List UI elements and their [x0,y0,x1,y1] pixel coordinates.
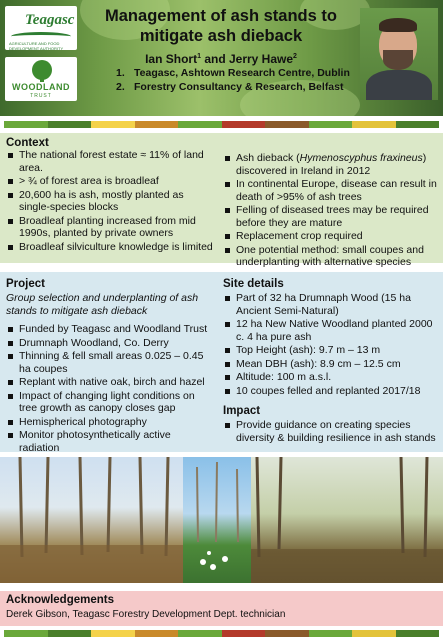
context-list-right [223,152,439,269]
list-item: Replant with native oak, birch and hazel [6,376,210,389]
photo-strip [0,457,443,583]
list-item: One potential method: small coupes and underplanting with alternative species [223,244,439,269]
acknowledgements-heading: Acknowledgements [6,594,114,606]
list-item: Provide guidance on creating species diversity & building resilience in ash stands [223,419,437,444]
list-item: Hemispherical photography [6,416,210,429]
project-list [6,323,210,454]
list-item: Drumnaph Woodland, Co. Derry [6,337,210,350]
list-item: Funded by Teagasc and Woodland Trust [6,323,210,336]
project-section [0,272,443,452]
acknowledgements-section [0,591,443,626]
list-item: Top Height (ash): 9.7 m – 13 m [223,344,437,357]
site-list [223,292,437,397]
impact-heading: Impact [223,405,261,417]
stripe-segment [48,121,92,128]
acknowledgements-text: Derek Gibson, Teagasc Forestry Development Dept. technician [6,609,286,620]
list-item: In continental Europe, disease can result in death of >95% of ash trees [223,178,439,203]
list-item: > ¾ of forest area is broadleaf [6,175,216,188]
list-item: Impact of changing light conditions on tree growth as canopy closes gap [6,390,210,415]
stripe-segment [222,630,266,637]
stripe-segment [396,121,440,128]
list-item: Mean DBH (ash): 8.9 cm – 12.5 cm [223,358,437,371]
list-item: Broadleaf silviculture knowledge is limited [6,241,216,254]
stripe-segment [265,630,309,637]
woodland-trust-logo: WOODLAND TRUST [5,57,77,101]
context-heading: Context [6,137,49,149]
title-block [90,6,352,94]
stripe-segment [48,630,92,637]
list-item: Monitor photosynthetically active radiation [6,429,210,454]
stripe-segment [4,630,48,637]
list-item: Thinning & fell small areas 0.025 – 0.45 ha coupes [6,350,210,375]
list-item: Felling of diseased trees may be required before they are mature [223,204,439,229]
list-item: Part of 32 ha Drumnaph Wood (15 ha Ancient Semi-Natural) [223,292,437,317]
list-item: Replacement crop required [223,230,439,243]
list-item: 10 coupes felled and replanted 2017/18 [223,385,437,398]
stripe-segment [135,121,179,128]
impact-list [223,419,437,444]
context-section [0,133,443,268]
project-heading: Project [6,278,45,290]
stripe-segment [265,121,309,128]
poster-title-line1: Management of ash stands to [105,7,337,25]
color-stripe-top [4,121,439,128]
project-subtitle: Group selection and underplanting of ash stands to mitigate ash dieback [6,292,199,317]
woodland-photo-2 [183,457,251,583]
stripe-segment [352,121,396,128]
stripe-segment [222,121,266,128]
stripe-segment [309,630,353,637]
stripe-segment [352,630,396,637]
list-item: Altitude: 100 m a.s.l. [223,371,437,384]
list-item: 20,600 ha is ash, mostly planted as single-species blocks [6,189,216,214]
stripe-segment [91,630,135,637]
list-item: The national forest estate ≈ 11% of land area. [6,149,216,174]
list-item: Ash dieback (Hymenoscyphus fraxineus) discovered in Ireland in 2012 [223,152,439,177]
context-list-left [6,149,216,253]
authors: Ian Short$^1$ and Jerry Hawe$^2$ [145,52,297,66]
site-heading: Site details [223,278,284,290]
list-item: Broadleaf planting increased from mid 1990s, planted by private owners [6,215,216,240]
stripe-segment [178,121,222,128]
stripe-segment [396,630,440,637]
teagasc-logo: Teagasc AGRICULTURE AND FOOD DEVELOPMENT AUTHORITY [5,6,77,50]
affiliation-1: 1. Teagasc, Ashtown Research Centre, Dublin [116,67,350,79]
stripe-segment [309,121,353,128]
stripe-segment [135,630,179,637]
color-stripe-bottom [4,630,439,637]
woodland-photo-3 [251,457,443,583]
stripe-segment [91,121,135,128]
author-photo [360,8,438,100]
stripe-segment [4,121,48,128]
affiliation-2: 2. Forestry Consultancy & Research, Belfast [116,81,344,93]
poster-header [0,0,443,116]
stripe-segment [178,630,222,637]
poster-title-line2: mitigate ash dieback [139,27,303,45]
list-item: 12 ha New Native Woodland planted 2000 c. 4 ha pure ash [223,318,437,343]
woodland-photo-1 [0,457,183,583]
